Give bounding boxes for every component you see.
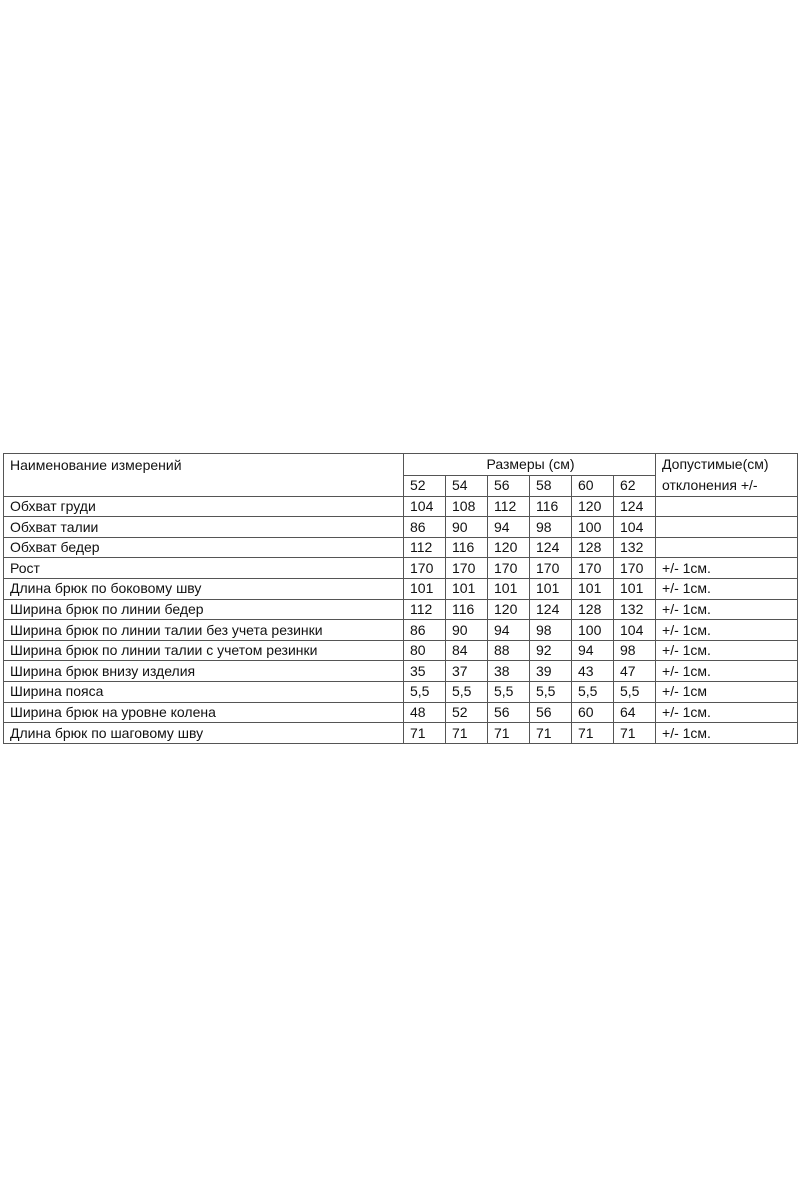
size-value-58: 92: [530, 640, 572, 661]
size-value-58: 39: [530, 661, 572, 682]
size-value-58: 124: [530, 599, 572, 620]
size-value-52: 48: [404, 702, 446, 723]
measurement-name: Рост: [4, 558, 404, 579]
size-value-56: 38: [488, 661, 530, 682]
tolerance-value: +/- 1см.: [656, 723, 798, 744]
size-value-62: 98: [614, 640, 656, 661]
size-value-58: 98: [530, 517, 572, 538]
size-value-56: 94: [488, 620, 530, 641]
table-row: [4, 537, 798, 558]
size-value-58: 5,5: [530, 682, 572, 703]
size-value-54: 84: [446, 640, 488, 661]
measurement-name: Ширина брюк на уровне колена: [4, 702, 404, 723]
tolerance-value: +/- 1см: [656, 682, 798, 703]
size-value-56: 88: [488, 640, 530, 661]
table-row: [4, 579, 798, 600]
size-table: [3, 453, 798, 744]
size-value-58: 101: [530, 579, 572, 600]
size-value-60: 100: [572, 517, 614, 538]
measurement-name: Ширина брюк внизу изделия: [4, 661, 404, 682]
tolerance-value: +/- 1см.: [656, 558, 798, 579]
size-value-60: 5,5: [572, 682, 614, 703]
size-value-56: 112: [488, 496, 530, 517]
tolerance-header-line1: Допустимые(см): [656, 454, 798, 476]
measurement-name: Ширина пояса: [4, 682, 404, 703]
size-value-54: 90: [446, 620, 488, 641]
table-row: [4, 640, 798, 661]
table-row: [4, 620, 798, 641]
table-row: [4, 558, 798, 579]
size-value-60: 71: [572, 723, 614, 744]
table-row: [4, 661, 798, 682]
size-value-56: 5,5: [488, 682, 530, 703]
measurement-name: Обхват талии: [4, 517, 404, 538]
size-value-54: 116: [446, 537, 488, 558]
measurement-name: Ширина брюк по линии талии с учетом резинки: [4, 640, 404, 661]
measurement-name: Длина брюк по боковому шву: [4, 579, 404, 600]
table-row: [4, 702, 798, 723]
size-value-52: 86: [404, 620, 446, 641]
header-row-2: [4, 476, 798, 497]
size-header-54: 54: [446, 476, 488, 497]
measurement-name: Ширина брюк по линии талии без учета резинки: [4, 620, 404, 641]
size-value-52: 80: [404, 640, 446, 661]
size-value-60: 120: [572, 496, 614, 517]
size-value-62: 132: [614, 599, 656, 620]
table-row: [4, 723, 798, 744]
size-value-60: 60: [572, 702, 614, 723]
size-value-54: 108: [446, 496, 488, 517]
size-value-62: 124: [614, 496, 656, 517]
size-value-54: 101: [446, 579, 488, 600]
size-value-56: 94: [488, 517, 530, 538]
size-value-58: 71: [530, 723, 572, 744]
size-value-52: 112: [404, 537, 446, 558]
size-header-62: 62: [614, 476, 656, 497]
tolerance-value: +/- 1см.: [656, 640, 798, 661]
size-value-58: 98: [530, 620, 572, 641]
size-value-62: 104: [614, 517, 656, 538]
table-row: [4, 496, 798, 517]
table-row: [4, 682, 798, 703]
size-value-52: 112: [404, 599, 446, 620]
tolerance-value: +/- 1см.: [656, 620, 798, 641]
measurement-name-header: Наименование измерений: [4, 454, 404, 476]
size-value-60: 128: [572, 537, 614, 558]
table-row: [4, 517, 798, 538]
size-value-56: 101: [488, 579, 530, 600]
size-header-60: 60: [572, 476, 614, 497]
size-value-54: 90: [446, 517, 488, 538]
header-row-1: [4, 454, 798, 476]
size-value-60: 170: [572, 558, 614, 579]
measurement-name: Ширина брюк по линии бедер: [4, 599, 404, 620]
size-value-52: 170: [404, 558, 446, 579]
size-value-58: 116: [530, 496, 572, 517]
size-value-62: 104: [614, 620, 656, 641]
size-value-62: 170: [614, 558, 656, 579]
size-value-54: 116: [446, 599, 488, 620]
size-value-60: 43: [572, 661, 614, 682]
tolerance-value: +/- 1см.: [656, 579, 798, 600]
size-value-60: 128: [572, 599, 614, 620]
tolerance-value: [656, 496, 798, 517]
size-header-58: 58: [530, 476, 572, 497]
measurement-name-header-spacer: [4, 476, 404, 497]
tolerance-value: +/- 1см.: [656, 702, 798, 723]
size-value-54: 170: [446, 558, 488, 579]
size-value-52: 86: [404, 517, 446, 538]
size-chart: [3, 453, 797, 744]
size-value-52: 104: [404, 496, 446, 517]
size-value-52: 71: [404, 723, 446, 744]
measurement-name: Обхват груди: [4, 496, 404, 517]
size-value-52: 5,5: [404, 682, 446, 703]
size-value-62: 47: [614, 661, 656, 682]
size-header-52: 52: [404, 476, 446, 497]
size-value-60: 94: [572, 640, 614, 661]
tolerance-value: [656, 537, 798, 558]
size-value-54: 71: [446, 723, 488, 744]
size-value-60: 101: [572, 579, 614, 600]
size-value-58: 124: [530, 537, 572, 558]
size-value-62: 64: [614, 702, 656, 723]
size-value-56: 71: [488, 723, 530, 744]
size-value-62: 5,5: [614, 682, 656, 703]
size-value-56: 120: [488, 599, 530, 620]
table-body: [4, 454, 798, 744]
size-value-62: 132: [614, 537, 656, 558]
size-value-52: 101: [404, 579, 446, 600]
measurement-name: Обхват бедер: [4, 537, 404, 558]
tolerance-header-line2: отклонения +/-: [656, 476, 798, 497]
tolerance-value: +/- 1см.: [656, 599, 798, 620]
size-value-62: 101: [614, 579, 656, 600]
tolerance-value: +/- 1см.: [656, 661, 798, 682]
measurement-name: Длина брюк по шаговому шву: [4, 723, 404, 744]
size-value-56: 120: [488, 537, 530, 558]
size-value-62: 71: [614, 723, 656, 744]
size-value-60: 100: [572, 620, 614, 641]
sizes-group-header: Размеры (см): [404, 454, 656, 476]
size-value-56: 170: [488, 558, 530, 579]
table-row: [4, 599, 798, 620]
size-value-58: 56: [530, 702, 572, 723]
size-value-52: 35: [404, 661, 446, 682]
tolerance-value: [656, 517, 798, 538]
size-value-54: 5,5: [446, 682, 488, 703]
size-value-54: 52: [446, 702, 488, 723]
size-value-54: 37: [446, 661, 488, 682]
size-value-56: 56: [488, 702, 530, 723]
size-header-56: 56: [488, 476, 530, 497]
size-value-58: 170: [530, 558, 572, 579]
